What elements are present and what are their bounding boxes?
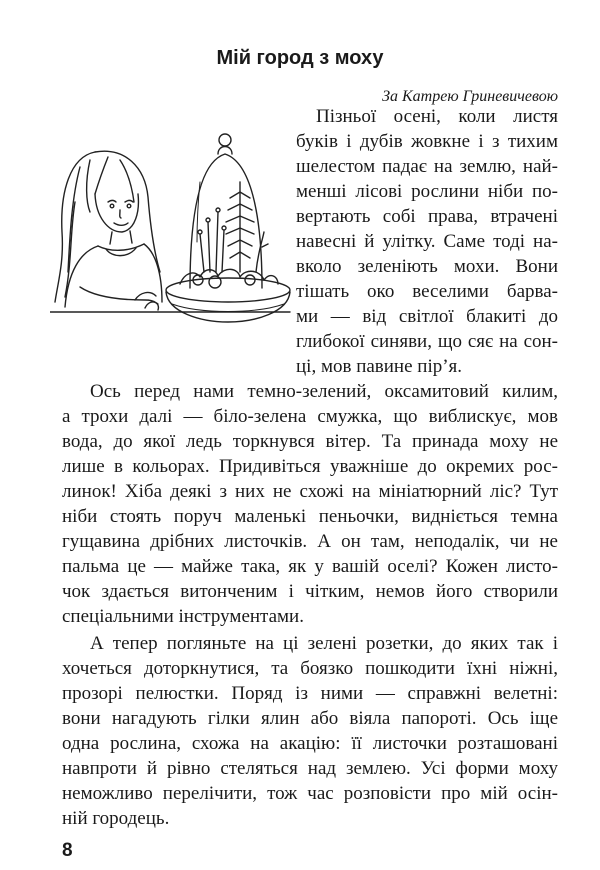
text-line: вколо зеленіють мохи. Вони [296, 256, 558, 277]
text-line: навесні й улітку. Саме тоді на- [296, 231, 558, 252]
text-line: ній городець. [62, 808, 170, 829]
text-line: пальма це — майже така, як у вашій оселі? Кожен листо- [62, 556, 558, 577]
page-title: Мій город з моху [216, 47, 384, 69]
page-number: 8 [62, 840, 73, 861]
text-line: одна рослина, схожа на акацію: її листочки розташовані [62, 733, 558, 754]
text-line: шелестом падає на землю, най- [296, 156, 558, 177]
text-line: буків і дубів жовкне і з тихим [296, 131, 558, 152]
text-line: ніби стоять поруч маленькі пеньочки, видніється темна [62, 506, 558, 527]
text-line: глибокої синяви, що сяє на сон- [296, 331, 558, 352]
text-line: Пізньої осені, коли листя [316, 106, 558, 127]
text-line: чок здається витонченим і чітким, немов його створили [62, 581, 558, 602]
text-line: Ось перед нами темно-зелений, оксамитовий килим, [90, 381, 558, 402]
text-line: прозорі пелюстки. Поряд із ними — справжні велетні: [62, 683, 558, 704]
text-line: линок! Хіба деякі з них не схожі на мініатюрний ліс? Тут [62, 481, 558, 502]
text-line: вертають собі права, втрачені [296, 206, 558, 227]
text-line: А тепер погляньте на ці зелені розетки, до яких так і [90, 633, 558, 654]
text-line: неможливо перелічити, тож час розповісти про мій осін- [62, 783, 558, 804]
text-line: вони нагадують гілки ялин або віяла папороті. Ось іще [62, 708, 558, 729]
text-line: ці, мов павине пір’я. [296, 356, 463, 377]
text-line: тішать око веселими барва- [296, 281, 558, 302]
author-credit: За Катрею Гриневичевою [382, 88, 558, 105]
text-line: а трохи далі — біло-зелена смужка, що виблискує, мов [62, 406, 558, 427]
text-line: навпроти й рівно стеляться над землею. Усі форми моху [62, 758, 558, 779]
text-line: менші лісові рослини ніби по- [296, 181, 558, 202]
text-line: лише в кольорах. Придивіться уважніше до окремих рос- [62, 456, 558, 477]
text-line: вода, до якої ледь торкнувся вітер. Та принада моху не [62, 431, 558, 452]
text-line: спеціальними інструментами. [62, 606, 304, 627]
text-line: гущавина дрібних листочків. А он там, неподалік, чи не [62, 531, 558, 552]
girl-with-moss-terrarium-icon [50, 112, 295, 342]
text-line: ми — від світлої блакиті до [296, 306, 558, 327]
text-line: хочеться доторкнутися, та боязко пошкодити їхні ніжні, [62, 658, 558, 679]
